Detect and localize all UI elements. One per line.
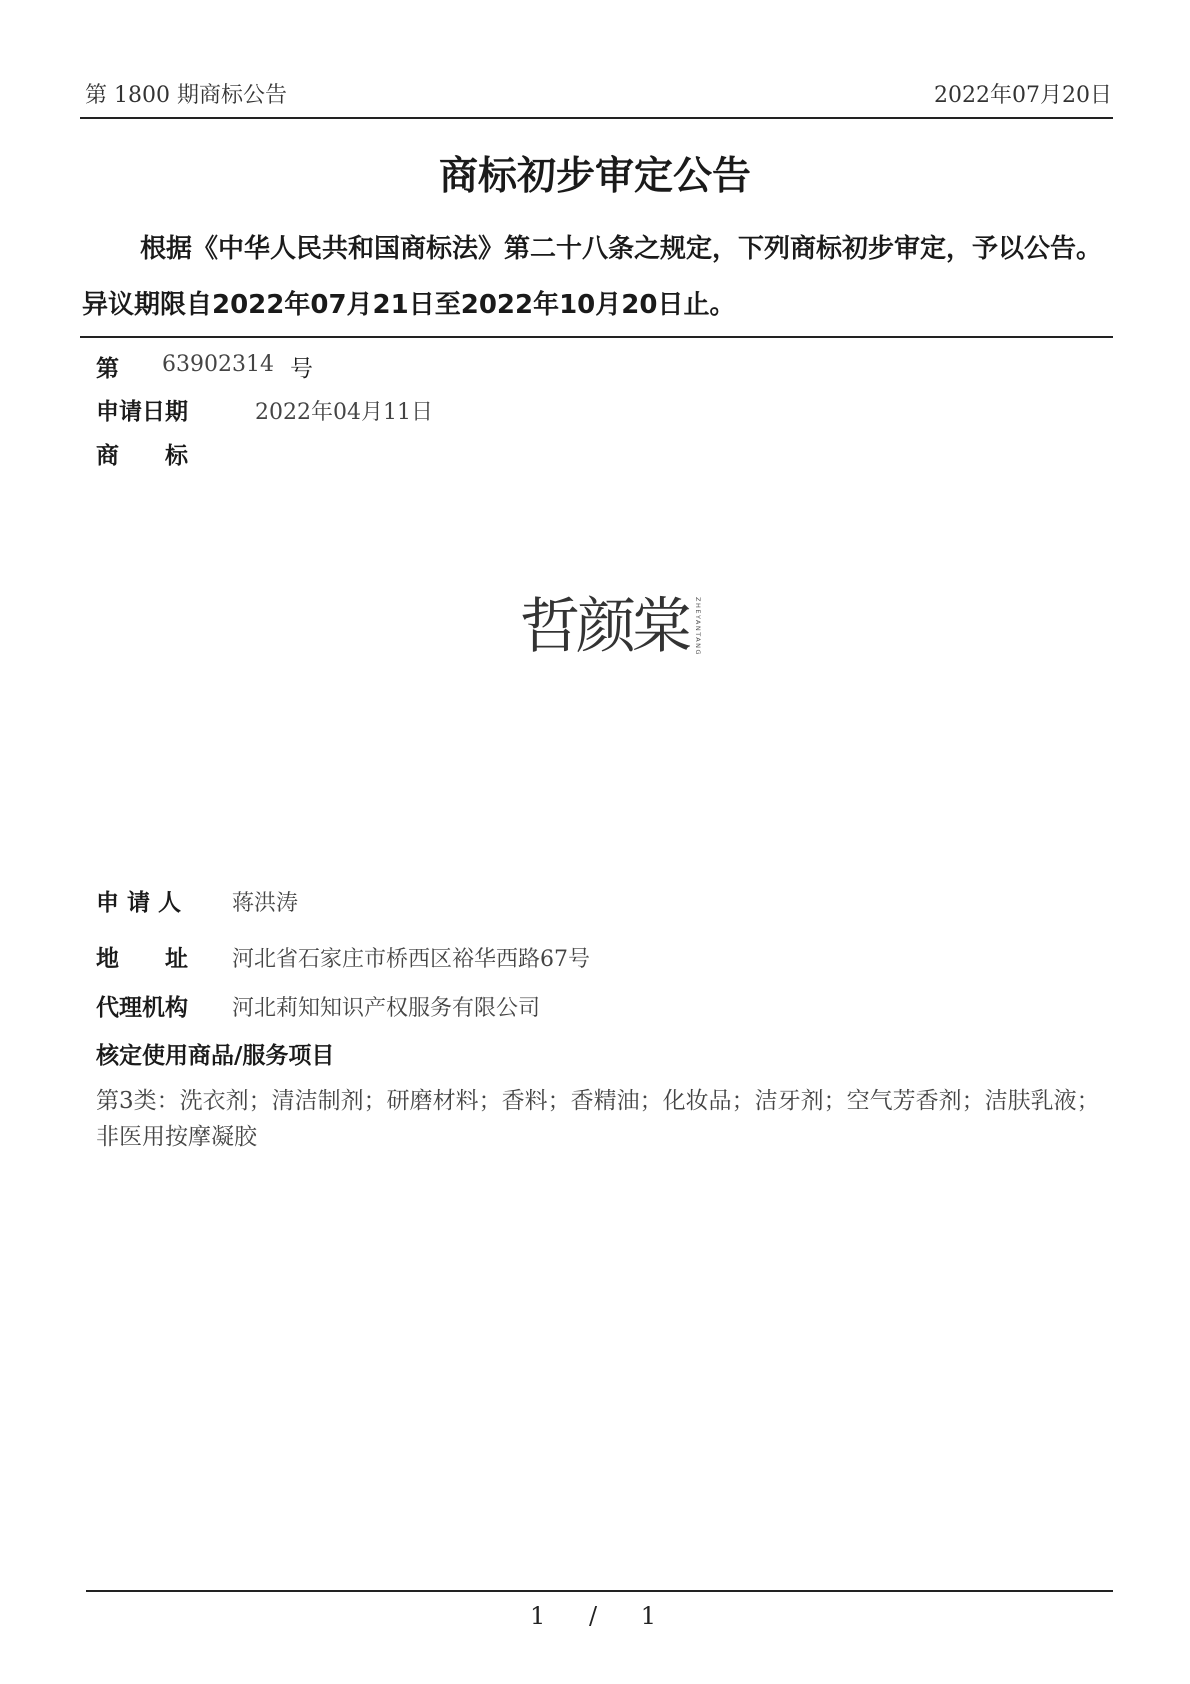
registration-no-label: 第 [96, 356, 119, 382]
agency-value: 河北莉知知识产权服务有限公司 [232, 996, 541, 1021]
header-rule [80, 117, 1113, 119]
page-title: 商标初步审定公告 [438, 154, 751, 199]
agency-label: 代理机构 [96, 995, 188, 1021]
application-date-label: 申请日期 [96, 399, 188, 425]
applicant-label: 申 请 人 [96, 890, 182, 916]
page-indicator [0, 1602, 1190, 1630]
address-value: 河北省石家庄市桥西区裕华西路67号 [232, 947, 590, 972]
section-rule [80, 336, 1113, 338]
footer-rule [86, 1590, 1113, 1592]
application-date-value: 2022年04月11日 [255, 400, 433, 425]
address-label: 地 址 [96, 946, 188, 972]
trademark-text: 哲颜棠 [520, 592, 688, 660]
trademark-logo [520, 585, 720, 660]
issue-date: 2022年07月20日 [934, 83, 1112, 108]
announcement-text: 根据《中华人民共和国商标法》第二十八条之规定，下列商标初步审定，予以公告。异议期限自2022年07月21日至2022年10月20日止。 [82, 234, 1103, 320]
applicant-value: 蒋洪涛 [232, 891, 299, 916]
goods-list: 第3类：洗衣剂；清洁制剂；研磨材料；香料；香精油；化妆品；洁牙剂；空气芳香剂；洁肤乳液；非医用按摩凝胶 [96, 1088, 1100, 1150]
issue-number: 第 1800 期商标公告 [85, 83, 287, 108]
registration-no-value: 63902314 [162, 352, 274, 377]
registration-no-suffix: 号 [290, 356, 313, 382]
trademark-romanization: ZHEYANTANG [694, 597, 702, 657]
goods-heading: 核定使用商品/服务项目 [96, 1043, 335, 1069]
trademark-label: 商 标 [96, 443, 188, 469]
page-separator: / [588, 1602, 602, 1630]
current-page: 1 [530, 1602, 550, 1630]
total-pages: 1 [640, 1602, 660, 1630]
